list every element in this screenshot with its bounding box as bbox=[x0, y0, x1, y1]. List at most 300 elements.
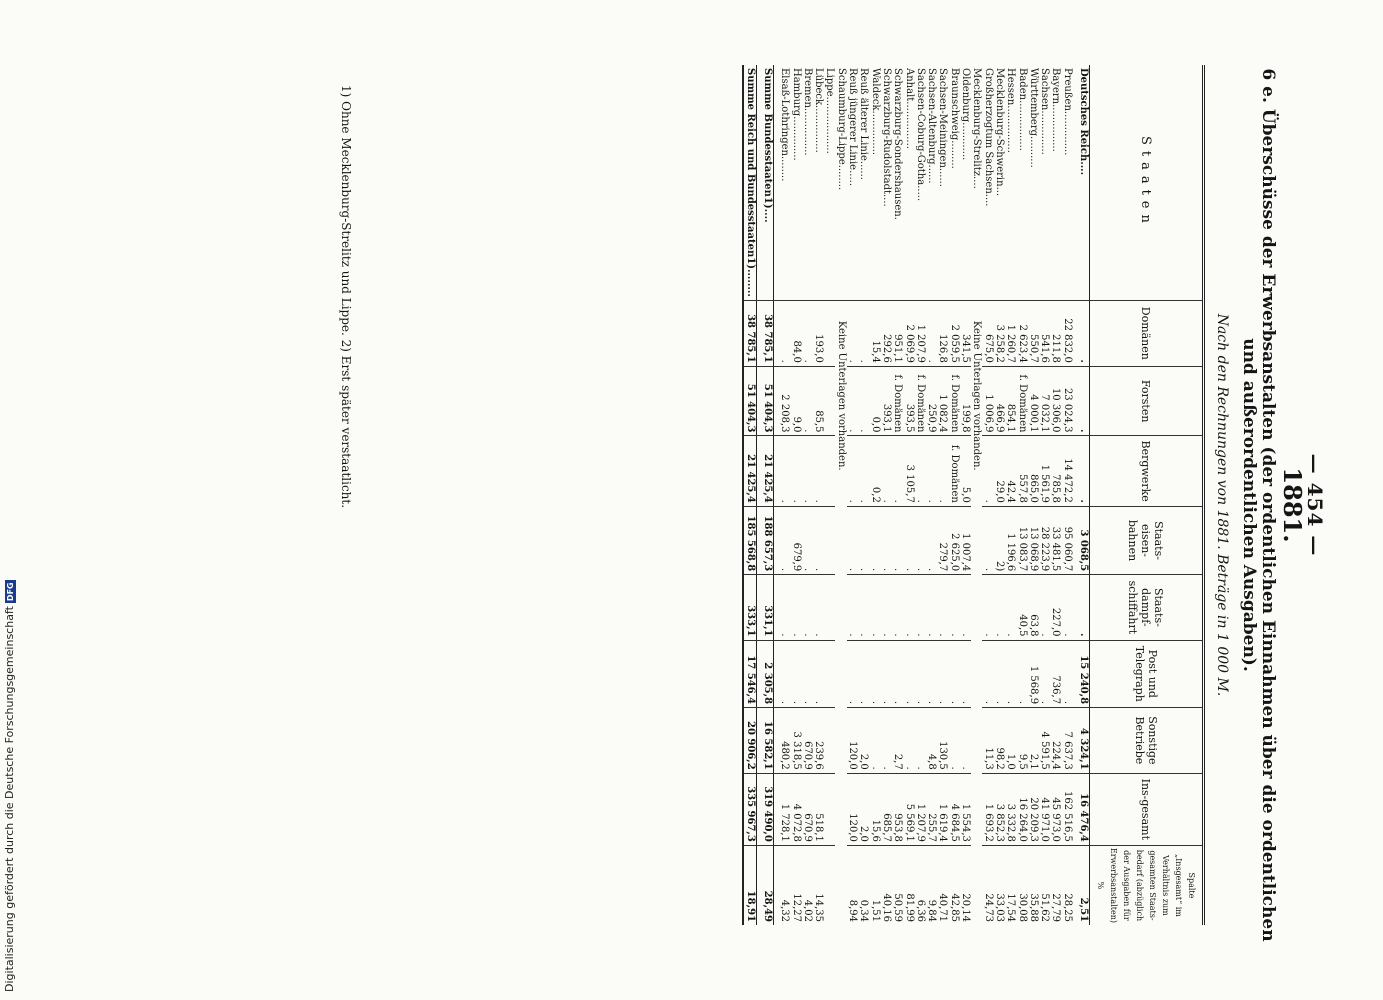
table-cell: 4,02 bbox=[802, 845, 813, 925]
table-cell: 5,0 bbox=[960, 436, 971, 506]
table-cell: 42,85 bbox=[948, 845, 959, 925]
table-cell: 2,7 bbox=[892, 708, 903, 774]
table-cell: 331,1 bbox=[762, 575, 774, 640]
table-cell: 670,9 bbox=[802, 708, 813, 774]
table-cell: 4,32 bbox=[779, 845, 790, 925]
table-cell: 21 425,4 bbox=[762, 436, 774, 506]
column-header: Post und Telegraph bbox=[1090, 640, 1204, 708]
table-cell: . bbox=[937, 436, 948, 506]
table-cell: 319 490,0 bbox=[762, 773, 774, 845]
table-cell: . bbox=[1061, 575, 1072, 640]
credit-text: Digitalisierung gefördert durch die Deutsche Forschungsgemeinschaft bbox=[3, 606, 16, 992]
column-header: Spalte „Insgesamt“ im Verhältnis zum gesamten Staats-bedarf (abzüglich der Ausgaben für Erwerbsanstalten) % bbox=[1090, 845, 1204, 925]
table-cell: 2,0 bbox=[858, 773, 869, 845]
table-cell: 250,9 bbox=[926, 366, 937, 436]
table-cell: . bbox=[915, 575, 926, 640]
table-cell: 1 260,7 bbox=[1005, 300, 1016, 366]
table-cell: 557,8 bbox=[1016, 436, 1027, 506]
table-row bbox=[835, 65, 846, 925]
table-cell: 28 223,9 bbox=[1039, 506, 1050, 574]
row-label: Deutsches Reich.... bbox=[1078, 68, 1089, 176]
table-cell: 466,9 bbox=[994, 366, 1005, 436]
table-cell: 193,0 bbox=[813, 300, 824, 366]
table-row bbox=[971, 65, 982, 925]
table-cell: . bbox=[813, 640, 824, 708]
table-cell: . bbox=[892, 575, 903, 640]
row-label: Baden................ bbox=[1016, 68, 1028, 151]
table-cell: 40,5 bbox=[1016, 575, 1027, 640]
table-cell: 38 785,1 bbox=[743, 300, 756, 366]
table-row bbox=[802, 65, 813, 925]
table-cell: . bbox=[948, 640, 959, 708]
table-cell: 211,8 bbox=[1050, 300, 1061, 366]
table-cell: 4 324,1 bbox=[1078, 708, 1090, 774]
table-cell: 279,7 bbox=[937, 506, 948, 574]
table-cell bbox=[824, 300, 835, 366]
column-header: Staaten bbox=[1090, 65, 1204, 300]
table-cell: 33,03 bbox=[994, 845, 1005, 925]
table-cell: 98,2 bbox=[994, 708, 1005, 774]
table-cell: 393,5 bbox=[903, 366, 914, 436]
table-cell: 3 332,8 bbox=[1005, 773, 1016, 845]
table-row bbox=[994, 65, 1005, 925]
table-cell bbox=[773, 640, 779, 708]
dfg-credit bbox=[3, 580, 16, 992]
table-row bbox=[960, 65, 971, 925]
table-cell: 2,51 bbox=[1078, 845, 1090, 925]
table-cell: 2 305,8 bbox=[762, 640, 774, 708]
table-cell: 3 852,3 bbox=[994, 773, 1005, 845]
row-label: Summe Bundesstaaten1).... bbox=[762, 65, 774, 300]
table-cell: 45 973,0 bbox=[1050, 773, 1061, 845]
table-cell: . bbox=[948, 708, 959, 774]
table-cell: . bbox=[1078, 436, 1090, 506]
table-cell: f. Domänen bbox=[915, 366, 926, 436]
table-cell: 3 258,2 bbox=[994, 300, 1005, 366]
table-cell: 21 425,4 bbox=[743, 436, 756, 506]
table-cell: 865,0 bbox=[1028, 436, 1039, 506]
table-cell: 17 546,4 bbox=[743, 640, 756, 708]
row-label: Hamburg.............. bbox=[790, 68, 802, 161]
table-cell: 0,2 bbox=[869, 436, 880, 506]
table-cell: 1 561,9 bbox=[1039, 436, 1050, 506]
table-cell: 679,9 bbox=[790, 506, 801, 574]
table-row bbox=[903, 65, 914, 925]
table-cell: 1 728,1 bbox=[779, 773, 790, 845]
column-header: Ins-gesamt bbox=[1090, 773, 1204, 845]
table-cell: . bbox=[903, 640, 914, 708]
table-cell: 341,5 bbox=[960, 300, 971, 366]
table-cell: . bbox=[881, 575, 892, 640]
table-cell: 20 906,2 bbox=[743, 708, 756, 774]
table-row bbox=[1078, 65, 1090, 925]
table-cell: 11,3 bbox=[982, 708, 993, 774]
column-header: Forsten bbox=[1090, 366, 1204, 436]
rotated-page bbox=[225, 35, 1325, 975]
table-cell: 1 568,9 bbox=[1028, 640, 1039, 708]
table-cell bbox=[1073, 366, 1078, 436]
table-cell: 393,1 bbox=[881, 366, 892, 436]
table-cell: . bbox=[881, 506, 892, 574]
row-label: Bayern............... bbox=[1050, 68, 1062, 152]
table-cell: 8,94 bbox=[847, 845, 858, 925]
table-cell: . bbox=[813, 436, 824, 506]
table-cell: 1 619,4 bbox=[937, 773, 948, 845]
table-row bbox=[937, 65, 948, 925]
table-cell: . bbox=[869, 506, 880, 574]
table-cell: 1 554,3 bbox=[960, 773, 971, 845]
table-cell: 14,35 bbox=[813, 845, 824, 925]
table-row bbox=[892, 65, 903, 925]
table-cell: . bbox=[915, 708, 926, 774]
table-cell: . bbox=[779, 300, 790, 366]
table-cell: . bbox=[926, 436, 937, 506]
table-cell: 670,9 bbox=[802, 773, 813, 845]
table-body bbox=[743, 65, 1089, 925]
table-cell bbox=[824, 773, 835, 845]
table-row bbox=[1050, 65, 1061, 925]
table-cell: 188 657,3 bbox=[762, 506, 774, 574]
row-label: Preußen.............. bbox=[1061, 68, 1073, 156]
row-label: Sachsen.............. bbox=[1039, 68, 1051, 155]
table-cell: 41 971,0 bbox=[1039, 773, 1050, 845]
table-row bbox=[790, 65, 801, 925]
table-cell: 1 207,9 bbox=[915, 300, 926, 366]
table-cell: 292,6 bbox=[881, 300, 892, 366]
no-data-note: Keine Unterlagen vorhanden. bbox=[971, 300, 982, 925]
row-label: Hessen............... bbox=[1005, 68, 1017, 153]
table-cell: . bbox=[994, 575, 1005, 640]
table-cell: . bbox=[790, 640, 801, 708]
table-cell: 33 481,5 bbox=[1050, 506, 1061, 574]
table-cell: . bbox=[892, 640, 903, 708]
table-cell: 518,1 bbox=[813, 773, 824, 845]
table-cell: . bbox=[779, 575, 790, 640]
table-cell: . bbox=[982, 575, 993, 640]
table-cell: 42,4 bbox=[1005, 436, 1016, 506]
table-cell: . bbox=[926, 506, 937, 574]
table-cell: . bbox=[982, 640, 993, 708]
table-cell bbox=[824, 640, 835, 708]
table-cell: 40,71 bbox=[937, 845, 948, 925]
table-row bbox=[881, 65, 892, 925]
table-cell: 7 032,1 bbox=[1039, 366, 1050, 436]
table-cell: 9,84 bbox=[926, 845, 937, 925]
table-cell: 18,91 bbox=[743, 845, 756, 925]
row-label: Reuß älterer Linie...... bbox=[858, 68, 870, 180]
dfg-logo: DFG bbox=[6, 582, 15, 602]
table-cell: . bbox=[881, 436, 892, 506]
table-cell bbox=[773, 575, 779, 640]
table-cell: 7 637,3 bbox=[1061, 708, 1072, 774]
table-cell: 0,34 bbox=[858, 845, 869, 925]
table-cell: 15,4 bbox=[869, 300, 880, 366]
table-cell: . bbox=[892, 436, 903, 506]
table-cell: . bbox=[779, 506, 790, 574]
table-cell: . bbox=[1078, 300, 1090, 366]
table-cell: . bbox=[881, 640, 892, 708]
table-cell: . bbox=[779, 436, 790, 506]
column-header: Staats-eisen-bahnen bbox=[1090, 506, 1204, 574]
table-cell: 736,7 bbox=[1050, 640, 1061, 708]
table-cell: 130,5 bbox=[937, 708, 948, 774]
table-cell: 4 591,5 bbox=[1039, 708, 1050, 774]
table-cell: 10 306,0 bbox=[1050, 366, 1061, 436]
table-cell: 1 006,9 bbox=[982, 366, 993, 436]
table-cell: . bbox=[903, 575, 914, 640]
table-cell: 255,7 bbox=[926, 773, 937, 845]
table-cell: 84,0 bbox=[790, 300, 801, 366]
table-cell: 51 404,3 bbox=[743, 366, 756, 436]
table-cell: . bbox=[926, 300, 937, 366]
table-cell: 1 196,6 bbox=[1005, 506, 1016, 574]
table-cell: . bbox=[869, 708, 880, 774]
table-row bbox=[847, 65, 858, 925]
finance-table bbox=[742, 65, 1205, 925]
table-cell: f. Domänen bbox=[948, 436, 959, 506]
table-cell: . bbox=[847, 575, 858, 640]
table-cell: 16 264,0 bbox=[1016, 773, 1027, 845]
table-cell: . bbox=[790, 575, 801, 640]
table-cell: 2 623,4 bbox=[1016, 300, 1027, 366]
no-data-note: Keine Unterlagen vorhanden. bbox=[835, 300, 846, 925]
row-label: Schwarzburg-Sondershausen. bbox=[892, 68, 904, 220]
table-cell bbox=[1073, 300, 1078, 366]
table-cell bbox=[824, 366, 835, 436]
table-cell: . bbox=[960, 575, 971, 640]
table-cell: f. Domänen bbox=[948, 366, 959, 436]
row-label: Lippe.................. bbox=[824, 68, 836, 154]
table-row bbox=[743, 65, 756, 925]
table-cell: . bbox=[847, 300, 858, 366]
table-row bbox=[1028, 65, 1039, 925]
table-cell: . bbox=[1039, 575, 1050, 640]
table-cell: . bbox=[790, 436, 801, 506]
table-cell: 22 832,0 bbox=[1061, 300, 1072, 366]
table-cell: 162 516,5 bbox=[1061, 773, 1072, 845]
table-cell: . bbox=[802, 575, 813, 640]
table-cell: . bbox=[869, 575, 880, 640]
table-cell: . bbox=[892, 506, 903, 574]
row-label: Summe Reich und Bundesstaaten1)........ bbox=[743, 65, 756, 300]
table-cell: 239,6 bbox=[813, 708, 824, 774]
row-label: Mecklenburg-Schwerin... bbox=[993, 68, 1005, 197]
table-cell: . bbox=[937, 640, 948, 708]
table-cell: 4 684,5 bbox=[948, 773, 959, 845]
table-cell: . bbox=[779, 640, 790, 708]
row-label: Lübeck............... bbox=[813, 68, 825, 153]
table-row bbox=[982, 65, 993, 925]
row-label: Braunschweig......... bbox=[948, 68, 960, 169]
table-cell: . bbox=[858, 575, 869, 640]
table-row bbox=[1016, 65, 1027, 925]
table-cell: 28,25 bbox=[1061, 845, 1072, 925]
table-cell: 199,8 bbox=[960, 366, 971, 436]
table-cell: 3 318,5 bbox=[790, 708, 801, 774]
table-cell bbox=[824, 708, 835, 774]
row-label: Anhalt............... bbox=[903, 68, 915, 149]
table-title: 6 e. Überschüsse der Erwerbsanstalten (der ordentlichen Einnahmen über die ordentlichen und außerordentlichen Ausgaben). bbox=[1239, 68, 1278, 942]
row-label: Elsaß-Lothringen........ bbox=[779, 68, 791, 182]
table-cell: 23 024,3 bbox=[1061, 366, 1072, 436]
table-cell: 2,0 bbox=[858, 708, 869, 774]
table-cell: . bbox=[858, 436, 869, 506]
row-label: Waldeck.............. bbox=[869, 68, 881, 156]
table-cell bbox=[824, 506, 835, 574]
table-row bbox=[1039, 65, 1050, 925]
table-cell: 2 208,3 bbox=[779, 366, 790, 436]
table-cell bbox=[824, 575, 835, 640]
row-label: Schwarzburg-Rudolstadt.... bbox=[880, 68, 892, 207]
table-cell: 16 582,1 bbox=[762, 708, 774, 774]
table-cell: 480,2 bbox=[779, 708, 790, 774]
table-cell: 16 476,4 bbox=[1078, 773, 1090, 845]
table-cell bbox=[1073, 575, 1078, 640]
table-row bbox=[869, 65, 880, 925]
table-cell: . bbox=[1005, 640, 1016, 708]
table-cell: 13 083,7 bbox=[1016, 506, 1027, 574]
table-cell: . bbox=[858, 640, 869, 708]
table-cell: 51,62 bbox=[1039, 845, 1050, 925]
table-row bbox=[948, 65, 959, 925]
table-cell: . bbox=[1061, 640, 1072, 708]
table-cell: 1,0 bbox=[1005, 708, 1016, 774]
table-cell: 27,79 bbox=[1050, 845, 1061, 925]
table-cell: 2,1 bbox=[1028, 708, 1039, 774]
table-cell: . bbox=[937, 575, 948, 640]
table-row bbox=[762, 65, 774, 925]
row-label: Schaumburg-Lippe........ bbox=[835, 68, 847, 191]
table-cell: . bbox=[903, 506, 914, 574]
table-row bbox=[773, 65, 779, 925]
table-cell: . bbox=[1039, 640, 1050, 708]
table-cell: 335 967,3 bbox=[743, 773, 756, 845]
table-cell: 1 082,4 bbox=[937, 366, 948, 436]
table-cell: . bbox=[994, 640, 1005, 708]
table-cell bbox=[773, 436, 779, 506]
table-cell: 63,8 bbox=[1028, 575, 1039, 640]
table-cell: 2 625,0 bbox=[948, 506, 959, 574]
table-cell: . bbox=[847, 640, 858, 708]
table-row bbox=[813, 65, 824, 925]
row-label: Mecklenburg-Strelitz.... bbox=[971, 68, 983, 189]
table-subtitle: Nach den Rechnungen von 1881. Beträge in 1 000 M. bbox=[1214, 313, 1230, 697]
table-cell: . bbox=[802, 640, 813, 708]
table-cell: . bbox=[847, 436, 858, 506]
page-number: — 454 — bbox=[1303, 453, 1327, 557]
table-cell: 185 568,8 bbox=[743, 506, 756, 574]
table-cell: 28,49 bbox=[762, 845, 774, 925]
table-cell: 1 207,9 bbox=[915, 773, 926, 845]
table-cell: . bbox=[869, 640, 880, 708]
table-cell: 120,0 bbox=[847, 708, 858, 774]
table-cell: 333,1 bbox=[743, 575, 756, 640]
table-cell: 951,1 bbox=[892, 300, 903, 366]
table-cell: . bbox=[915, 640, 926, 708]
table-cell: 953,8 bbox=[892, 773, 903, 845]
table-cell: f. Domänen bbox=[892, 366, 903, 436]
table-cell: . bbox=[813, 506, 824, 574]
table-cell: 4,8 bbox=[926, 708, 937, 774]
table-cell: 20,14 bbox=[960, 845, 971, 925]
table-cell: 227,0 bbox=[1050, 575, 1061, 640]
table-cell: 126,8 bbox=[937, 300, 948, 366]
table-cell: 685,7 bbox=[881, 773, 892, 845]
table-cell bbox=[824, 845, 835, 925]
table-cell: 24,73 bbox=[982, 845, 993, 925]
table-cell: . bbox=[802, 436, 813, 506]
row-label: Großherzogtum Sachsen.... bbox=[982, 68, 994, 207]
table-cell: 541,6 bbox=[1039, 300, 1050, 366]
table-cell: . bbox=[847, 366, 858, 436]
table-cell: 85,5 bbox=[813, 366, 824, 436]
row-label: Oldenburg............ bbox=[960, 68, 972, 161]
table-cell: . bbox=[1005, 575, 1016, 640]
table-cell: . bbox=[948, 575, 959, 640]
table-cell: 81,99 bbox=[903, 845, 914, 925]
table-cell: 40,16 bbox=[881, 845, 892, 925]
table-cell: . bbox=[926, 640, 937, 708]
table-cell: . bbox=[813, 575, 824, 640]
table-cell: 35,88 bbox=[1028, 845, 1039, 925]
table-cell bbox=[773, 300, 779, 366]
table-cell bbox=[1073, 436, 1078, 506]
table-cell: . bbox=[926, 575, 937, 640]
footnote: 1) Ohne Mecklenburg-Strelitz und Lippe. 2) Erst später verstaatlicht. bbox=[339, 85, 353, 509]
table-cell: 224,4 bbox=[1050, 708, 1061, 774]
table-cell: 2) bbox=[994, 506, 1005, 574]
table-cell: . bbox=[858, 366, 869, 436]
table-cell: . bbox=[881, 708, 892, 774]
table-cell: . bbox=[1078, 366, 1090, 436]
table-cell: . bbox=[858, 506, 869, 574]
table-cell: . bbox=[960, 708, 971, 774]
table-cell: 51 404,3 bbox=[762, 366, 774, 436]
table-row bbox=[926, 65, 937, 925]
table-cell: . bbox=[982, 436, 993, 506]
table-cell: . bbox=[915, 436, 926, 506]
column-header: Sonstige Betriebe bbox=[1090, 708, 1204, 774]
table-cell bbox=[824, 436, 835, 506]
column-header: Bergwerke bbox=[1090, 436, 1204, 506]
table-cell: 1 693,2 bbox=[982, 773, 993, 845]
table-cell: 9,0 bbox=[790, 366, 801, 436]
table-cell: 20 209,3 bbox=[1028, 773, 1039, 845]
table-row bbox=[1061, 65, 1072, 925]
table-cell: 854,1 bbox=[1005, 366, 1016, 436]
table-cell: . bbox=[1016, 640, 1027, 708]
table-cell: . bbox=[802, 366, 813, 436]
table-cell: 30,08 bbox=[1016, 845, 1027, 925]
row-label: Württemberg.......... bbox=[1027, 68, 1039, 168]
table-cell: f. Domänen bbox=[1016, 366, 1027, 436]
row-label: Sachsen-Altenburg...... bbox=[926, 68, 938, 184]
table-cell: . bbox=[903, 708, 914, 774]
table-cell: . bbox=[960, 640, 971, 708]
table-cell: 29,0 bbox=[994, 436, 1005, 506]
table-cell: . bbox=[915, 506, 926, 574]
table-cell: 15,6 bbox=[869, 773, 880, 845]
table-cell: 4 000,1 bbox=[1028, 366, 1039, 436]
table-cell: . bbox=[802, 300, 813, 366]
table-cell: 2 069,9 bbox=[903, 300, 914, 366]
table-cell: . bbox=[858, 300, 869, 366]
row-label: Sachsen-Meiningen...... bbox=[937, 68, 949, 187]
table-row bbox=[779, 65, 790, 925]
table-row bbox=[1005, 65, 1016, 925]
table-cell: . bbox=[1078, 575, 1090, 640]
column-header: Staats-dampf-schiffahrt bbox=[1090, 575, 1204, 640]
